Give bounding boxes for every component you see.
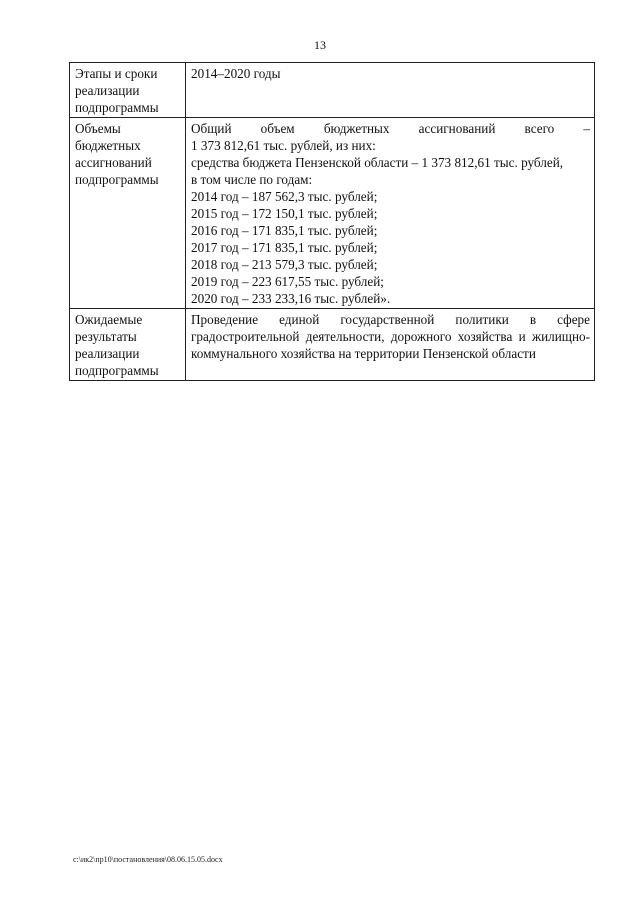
table-row	[70, 309, 595, 381]
label-line: Ожидаемые	[75, 312, 143, 327]
value-line: 2015 год – 172 150,1 тыс. рублей;	[191, 206, 378, 221]
value-line: 2019 год – 223 617,55 тыс. рублей;	[191, 274, 384, 289]
row-label-stages	[70, 63, 186, 118]
value-text: 2014–2020 годы	[191, 66, 281, 81]
value-line: 2014 год – 187 562,3 тыс. рублей;	[191, 189, 378, 204]
label-line: подпрограммы	[75, 363, 159, 378]
value-line: в том числе по годам:	[191, 172, 313, 187]
label-line: Этапы и сроки	[75, 66, 158, 81]
value-line: 2018 год – 213 579,3 тыс. рублей;	[191, 257, 378, 272]
table-row	[70, 63, 595, 118]
row-label-budget	[70, 118, 186, 309]
label-line: ассигнований	[75, 155, 152, 170]
label-line: Объемы	[75, 121, 121, 136]
value-line: 1 373 812,61 тыс. рублей, из них:	[191, 138, 376, 153]
value-line: 2020 год – 233 233,16 тыс. рублей».	[191, 291, 391, 306]
label-line: реализации	[75, 346, 140, 361]
value-line: средства бюджета Пензенской области – 1 373 812,61 тыс. рублей,	[191, 155, 564, 170]
page-number: 13	[314, 38, 326, 52]
row-value-stages	[186, 63, 595, 118]
label-line: подпрограммы	[75, 172, 159, 187]
subprogram-passport-table	[69, 62, 595, 381]
value-text: Проведение единой государственной политики в сфере градостроительной деятельности, дорожного хозяйства и жилищно-коммунального хозяйства на территории Пензенской области	[191, 312, 590, 361]
label-line: подпрограммы	[75, 100, 159, 115]
row-label-results	[70, 309, 186, 381]
footer-file-path: c:\ик2\пр10\постановления\08.06.15.05.docx	[73, 855, 223, 864]
value-line: 2017 год – 171 835,1 тыс. рублей;	[191, 240, 378, 255]
row-value-budget	[186, 118, 595, 309]
label-line: реализации	[75, 83, 140, 98]
label-line: бюджетных	[75, 138, 141, 153]
value-line: Общий объем бюджетных ассигнований всего –	[191, 121, 590, 136]
row-value-results	[186, 309, 595, 381]
value-line: 2016 год – 171 835,1 тыс. рублей;	[191, 223, 378, 238]
label-line: результаты	[75, 329, 137, 344]
table-row	[70, 118, 595, 309]
